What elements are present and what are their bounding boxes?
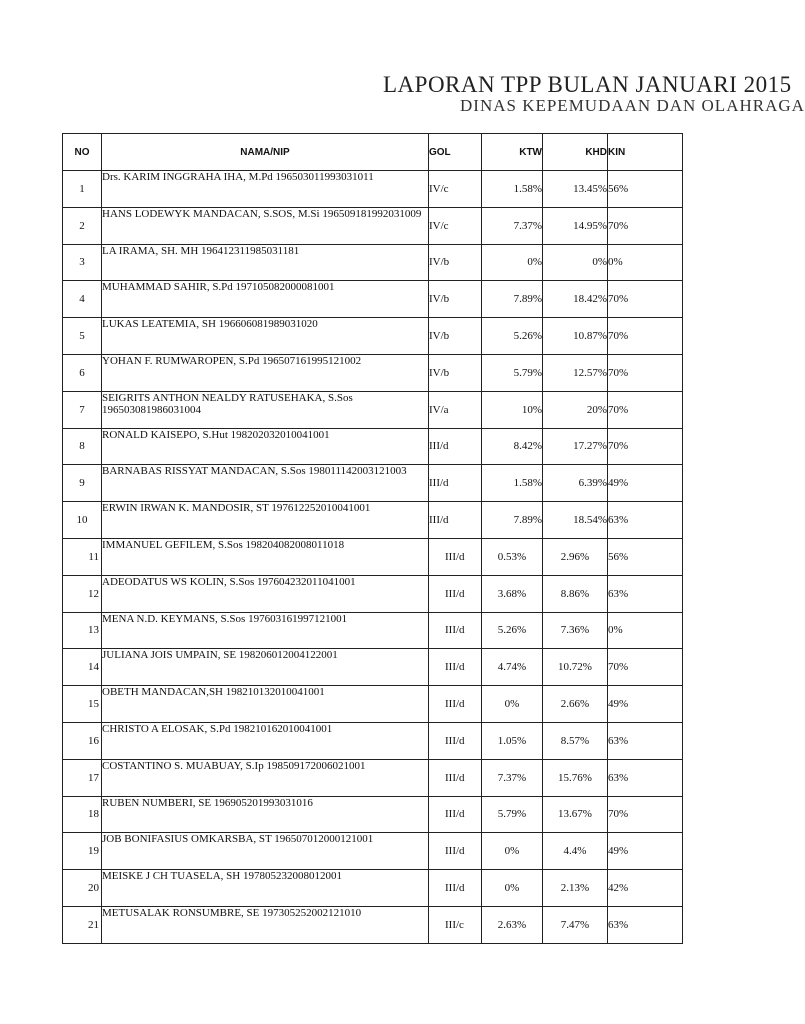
row-gol: III/d: [429, 428, 482, 465]
row-kin: 63%: [608, 906, 683, 943]
table-row: [63, 281, 683, 318]
row-name-nip: YOHAN F. RUMWAROPEN, S.Pd 196507161995121002: [102, 354, 429, 391]
row-ktw: 7.89%: [482, 502, 543, 539]
row-khd: 6.39%: [543, 465, 608, 502]
row-no: 7: [63, 391, 102, 428]
row-no: 2: [63, 207, 102, 244]
row-name-nip: RUBEN NUMBERI, SE 196905201993031016: [102, 796, 429, 833]
row-gol: IV/a: [429, 391, 482, 428]
row-gol: III/d: [429, 833, 482, 870]
row-ktw: 0%: [482, 244, 543, 281]
row-ktw: 8.42%: [482, 428, 543, 465]
row-ktw: 7.89%: [482, 281, 543, 318]
row-gol: III/d: [429, 870, 482, 907]
table-row: [63, 722, 683, 759]
row-kin: 70%: [608, 281, 683, 318]
row-kin: 49%: [608, 465, 683, 502]
row-kin: 70%: [608, 318, 683, 355]
row-gol: III/d: [429, 649, 482, 686]
row-name-nip: Drs. KARIM INGGRAHA IHA, M.Pd 196503011993031011: [102, 171, 429, 208]
row-ktw: 5.79%: [482, 796, 543, 833]
row-kin: 56%: [608, 538, 683, 575]
row-kin: 70%: [608, 354, 683, 391]
row-ktw: 10%: [482, 391, 543, 428]
table-row: [63, 354, 683, 391]
row-name-nip: SEIGRITS ANTHON NEALDY RATUSEHAKA, S.Sos 196503081986031004: [102, 391, 429, 428]
header-ktw: KTW: [482, 134, 543, 171]
row-gol: III/d: [429, 722, 482, 759]
table-header-row: [63, 134, 683, 171]
row-ktw: 2.63%: [482, 906, 543, 943]
row-ktw: 1.58%: [482, 465, 543, 502]
row-no: 12: [63, 575, 102, 612]
row-name-nip: JULIANA JOIS UMPAIN, SE 198206012004122001: [102, 649, 429, 686]
row-name-nip: LA IRAMA, SH. MH 196412311985031181: [102, 244, 429, 281]
row-gol: III/d: [429, 465, 482, 502]
row-name-nip: ERWIN IRWAN K. MANDOSIR, ST 197612252010041001: [102, 502, 429, 539]
report-subtitle: DINAS KEPEMUDAAN DAN OLAHRAGA: [460, 96, 805, 115]
row-kin: 70%: [608, 391, 683, 428]
row-ktw: 1.58%: [482, 171, 543, 208]
row-khd: 7.36%: [543, 612, 608, 649]
row-kin: 63%: [608, 759, 683, 796]
row-gol: III/d: [429, 575, 482, 612]
row-khd: 8.57%: [543, 722, 608, 759]
row-kin: 49%: [608, 686, 683, 723]
table-row: [63, 870, 683, 907]
row-khd: 17.27%: [543, 428, 608, 465]
row-name-nip: METUSALAK RONSUMBRE, SE 197305252002121010: [102, 906, 429, 943]
table-row: [63, 318, 683, 355]
row-gol: III/d: [429, 502, 482, 539]
row-gol: IV/b: [429, 281, 482, 318]
row-khd: 18.42%: [543, 281, 608, 318]
row-no: 11: [63, 538, 102, 575]
row-kin: 70%: [608, 207, 683, 244]
row-ktw: 0%: [482, 870, 543, 907]
header-no: NO: [63, 134, 102, 171]
header-name: NAMA/NIP: [102, 134, 429, 171]
row-no: 17: [63, 759, 102, 796]
row-kin: 0%: [608, 612, 683, 649]
row-name-nip: OBETH MANDACAN,SH 198210132010041001: [102, 686, 429, 723]
row-ktw: 1.05%: [482, 722, 543, 759]
row-khd: 8.86%: [543, 575, 608, 612]
row-no: 20: [63, 870, 102, 907]
row-name-nip: LUKAS LEATEMIA, SH 196606081989031020: [102, 318, 429, 355]
row-gol: IV/b: [429, 354, 482, 391]
row-ktw: 7.37%: [482, 207, 543, 244]
row-kin: 56%: [608, 171, 683, 208]
row-no: 15: [63, 686, 102, 723]
row-gol: III/d: [429, 796, 482, 833]
row-no: 19: [63, 833, 102, 870]
row-kin: 0%: [608, 244, 683, 281]
row-gol: IV/b: [429, 318, 482, 355]
row-khd: 18.54%: [543, 502, 608, 539]
row-khd: 0%: [543, 244, 608, 281]
row-kin: 70%: [608, 796, 683, 833]
table-row: [63, 465, 683, 502]
row-ktw: 5.26%: [482, 612, 543, 649]
table-row: [63, 759, 683, 796]
report-title: LAPORAN TPP BULAN JANUARI 2015: [383, 72, 792, 97]
row-no: 5: [63, 318, 102, 355]
table-row: [63, 796, 683, 833]
row-no: 8: [63, 428, 102, 465]
row-gol: III/d: [429, 538, 482, 575]
row-no: 16: [63, 722, 102, 759]
row-name-nip: RONALD KAISEPO, S.Hut 198202032010041001: [102, 428, 429, 465]
table-body: [63, 171, 683, 944]
row-gol: IV/c: [429, 207, 482, 244]
tpp-table: [62, 133, 683, 944]
row-name-nip: JOB BONIFASIUS OMKARSBA, ST 196507012000121001: [102, 833, 429, 870]
row-kin: 63%: [608, 575, 683, 612]
row-gol: IV/b: [429, 244, 482, 281]
table-row: [63, 244, 683, 281]
row-no: 18: [63, 796, 102, 833]
row-ktw: 0.53%: [482, 538, 543, 575]
table-row: [63, 649, 683, 686]
row-no: 9: [63, 465, 102, 502]
table-row: [63, 906, 683, 943]
row-name-nip: CHRISTO A ELOSAK, S.Pd 198210162010041001: [102, 722, 429, 759]
row-khd: 20%: [543, 391, 608, 428]
row-khd: 2.96%: [543, 538, 608, 575]
row-name-nip: IMMANUEL GEFILEM, S.Sos 198204082008011018: [102, 538, 429, 575]
table-row: [63, 428, 683, 465]
row-gol: III/d: [429, 612, 482, 649]
row-name-nip: ADEODATUS WS KOLIN, S.Sos 197604232011041001: [102, 575, 429, 612]
row-khd: 14.95%: [543, 207, 608, 244]
row-kin: 70%: [608, 428, 683, 465]
row-khd: 7.47%: [543, 906, 608, 943]
table-row: [63, 538, 683, 575]
row-no: 14: [63, 649, 102, 686]
header-kin: KIN: [608, 134, 683, 171]
row-ktw: 4.74%: [482, 649, 543, 686]
row-khd: 4.4%: [543, 833, 608, 870]
row-kin: 49%: [608, 833, 683, 870]
row-gol: III/d: [429, 686, 482, 723]
row-gol: IV/c: [429, 171, 482, 208]
row-ktw: 7.37%: [482, 759, 543, 796]
table-row: [63, 502, 683, 539]
row-gol: III/d: [429, 759, 482, 796]
header-gol: GOL: [429, 134, 482, 171]
row-ktw: 5.79%: [482, 354, 543, 391]
row-kin: 42%: [608, 870, 683, 907]
row-no: 1: [63, 171, 102, 208]
row-ktw: 3.68%: [482, 575, 543, 612]
header-khd: KHD: [543, 134, 608, 171]
row-khd: 10.72%: [543, 649, 608, 686]
row-khd: 12.57%: [543, 354, 608, 391]
row-khd: 13.67%: [543, 796, 608, 833]
row-name-nip: MEISKE J CH TUASELA, SH 197805232008012001: [102, 870, 429, 907]
row-no: 13: [63, 612, 102, 649]
row-khd: 10.87%: [543, 318, 608, 355]
table-row: [63, 686, 683, 723]
row-no: 10: [63, 502, 102, 539]
table-row: [63, 171, 683, 208]
row-no: 6: [63, 354, 102, 391]
table-row: [63, 575, 683, 612]
row-khd: 15.76%: [543, 759, 608, 796]
row-khd: 13.45%: [543, 171, 608, 208]
row-ktw: 0%: [482, 833, 543, 870]
row-name-nip: HANS LODEWYK MANDACAN, S.SOS, M.Si 196509181992031009: [102, 207, 429, 244]
row-gol: III/c: [429, 906, 482, 943]
table-row: [63, 207, 683, 244]
table-row: [63, 833, 683, 870]
row-no: 4: [63, 281, 102, 318]
row-khd: 2.13%: [543, 870, 608, 907]
row-name-nip: BARNABAS RISSYAT MANDACAN, S.Sos 198011142003121003: [102, 465, 429, 502]
table-row: [63, 612, 683, 649]
row-khd: 2.66%: [543, 686, 608, 723]
row-name-nip: COSTANTINO S. MUABUAY, S.Ip 198509172006021001: [102, 759, 429, 796]
row-ktw: 5.26%: [482, 318, 543, 355]
row-name-nip: MUHAMMAD SAHIR, S.Pd 197105082000081001: [102, 281, 429, 318]
row-kin: 70%: [608, 649, 683, 686]
table-row: [63, 391, 683, 428]
row-kin: 63%: [608, 502, 683, 539]
row-ktw: 0%: [482, 686, 543, 723]
row-name-nip: MENA N.D. KEYMANS, S.Sos 197603161997121001: [102, 612, 429, 649]
row-no: 3: [63, 244, 102, 281]
row-no: 21: [63, 906, 102, 943]
row-kin: 63%: [608, 722, 683, 759]
